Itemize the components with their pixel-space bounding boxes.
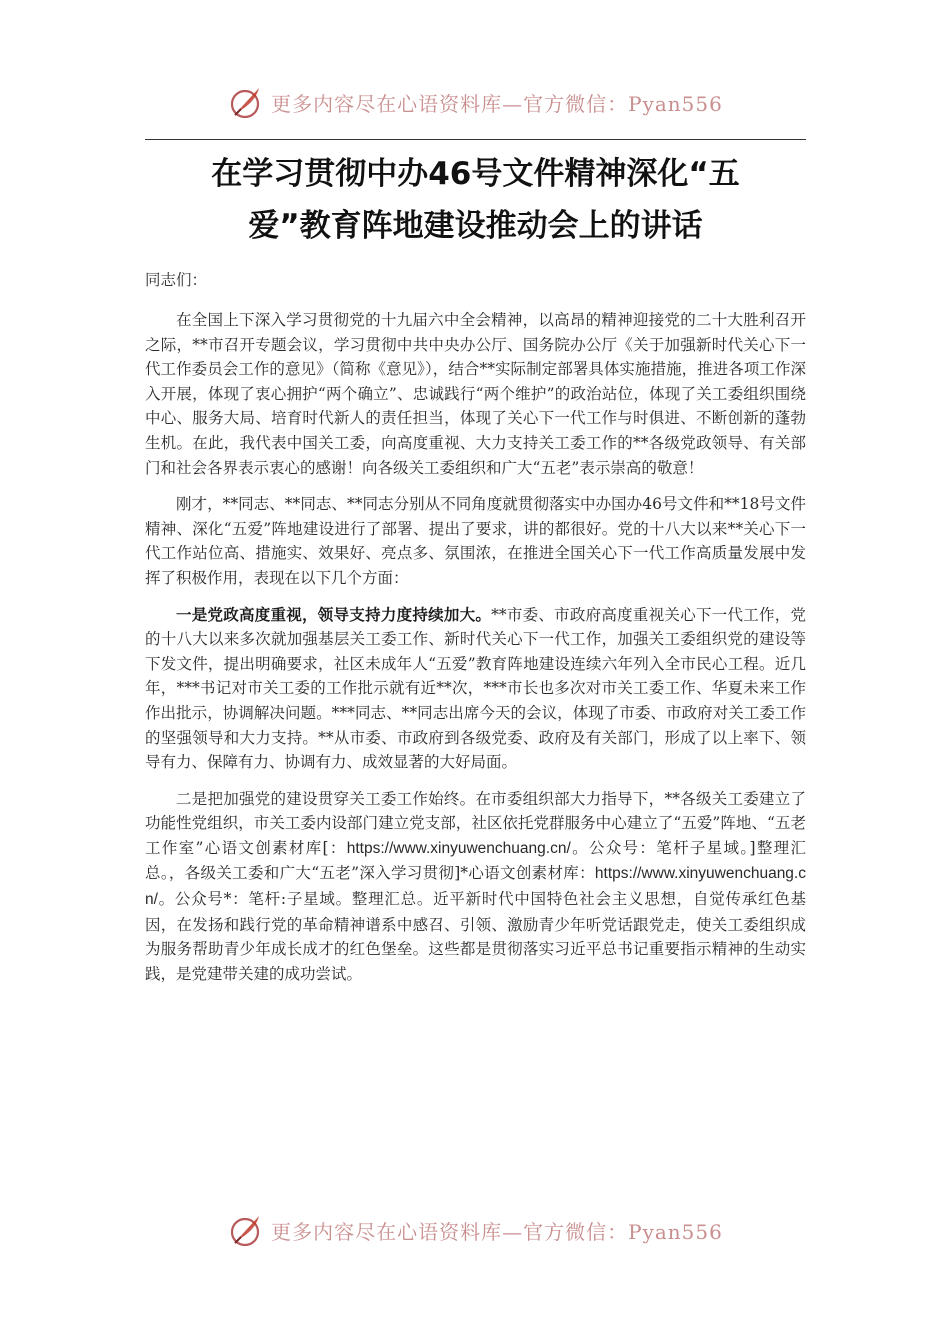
paragraph-3-text: **市委、市政府高度重视关心下一代工作，党的十八大以来多次就加强基层关工委工作、新时代关心下一代工作，加强关工委组织党的建设等下发文件，提出明确要求，社区未成年人“五爱”教育阵地建设连续六年列入全市民心工程。近几年，***书记对市关工委的工作批示就有近**次，***市长也多次对市关工委工作、华夏未来工作作出批示，协调解决问题。***同志、**同志出席今天的会议，体现了市委、市政府对关工委工作的坚强领导和大力支持。**从市委、市政府到各级党委、政府及有关部门，形成了以上率下、领导有力、保障有力、协调有力、成效显著的大好局面。 [145,605,806,772]
paragraph-2: 刚才，**同志、**同志、**同志分别从不同角度就贯彻落实中办国办46号文件和**18号文件精神、深化“五爱”阵地建设进行了部署、提出了要求，讲的都很好。党的十八大以来**关心下一代工作站位高、措施实、效果好、亮点多、氛围浓，在推进全国关心下一代工作高质量发展中发挥了积极作用，表现在以下几个方面： [145,495,806,587]
footer-watermark [0,1208,950,1252]
watermark-text: 更多内容尽在心语资料库—官方微信：Pyan556 [271,1219,723,1244]
paragraph-4-url-2: https://www.xinyuwenchuang.cn/ [145,865,806,909]
paragraph-3 [145,603,806,775]
paragraph-4 [145,787,806,987]
title-line-2: 爱”教育阵地建设推动会上的讲话 [248,208,703,244]
paragraph-4-text-b: 。公众号：笔杆子星域。]整理汇总。，各级关工委和广大“五老”深入学习贯彻]*心语文创素材库： [145,838,806,883]
paragraph-3-lead: 一是党政高度重视，领导支持力度持续加大。 [176,604,492,624]
greeting: 同志们： [145,271,208,289]
paragraph-4-url-1: https://www.xinyuwenchuang.cn/ [346,839,571,857]
paragraph-4-text-a: 二是把加强党的建设贯穿关工委工作始终。在市委组织部大力指导下，**各级关工委建立了功能性党组织，市关工委内设部门建立党支部，社区依托党群服务中心建立了“五爱”阵地、“五老工作室”心语文创素材库[： [145,789,806,857]
speech-body [145,308,806,998]
header-watermark [0,80,950,124]
paragraph-4-text-c: 。公众号*：笔杆:子星域。整理汇总。近平新时代中国特色社会主义思想，自觉传承红色基因，在发扬和践行党的革命精神谱系中感召、引领、激励青少年听党话跟党走，使关工委组织成为服务帮助青少年成长成才的红色堡垒。这些都是贯彻落实习近平总书记重要指示精神的生动实践，是党建带关建的成功尝试。 [145,890,806,983]
document-title [145,148,806,252]
paragraph-1: 在全国上下深入学习贯彻党的十九届六中全会精神，以高昂的精神迎接党的二十大胜利召开之际，**市召开专题会议，学习贯彻中共中央办公厅、国务院办公厅《关于加强新时代关心下一代工作委员会工作的意见》（简称《意见》），结合**实际制定部署具体实施措施，推进各项工作深入开展，体现了衷心拥护“两个确立”、忠诚践行“两个维护”的政治站位，体现了关工委组织围绕中心、服务大局、培育时代新人的责任担当，体现了关心下一代工作与时俱进、不断创新的蓬勃生机。在此，我代表中国关工委，向高度重视、大力支持关工委工作的**各级党政领导、有关部门和社会各界表示衷心的感谢！向各级关工委组织和广大“五老”表示崇高的敬意！ [145,311,806,477]
watermark-text: 更多内容尽在心语资料库—官方微信：Pyan556 [271,91,723,116]
feather-pen-logo-icon [227,82,267,122]
header-divider [145,139,806,140]
feather-pen-logo-icon [227,1210,267,1250]
title-line-1: 在学习贯彻中办46号文件精神深化“五 [211,156,740,192]
